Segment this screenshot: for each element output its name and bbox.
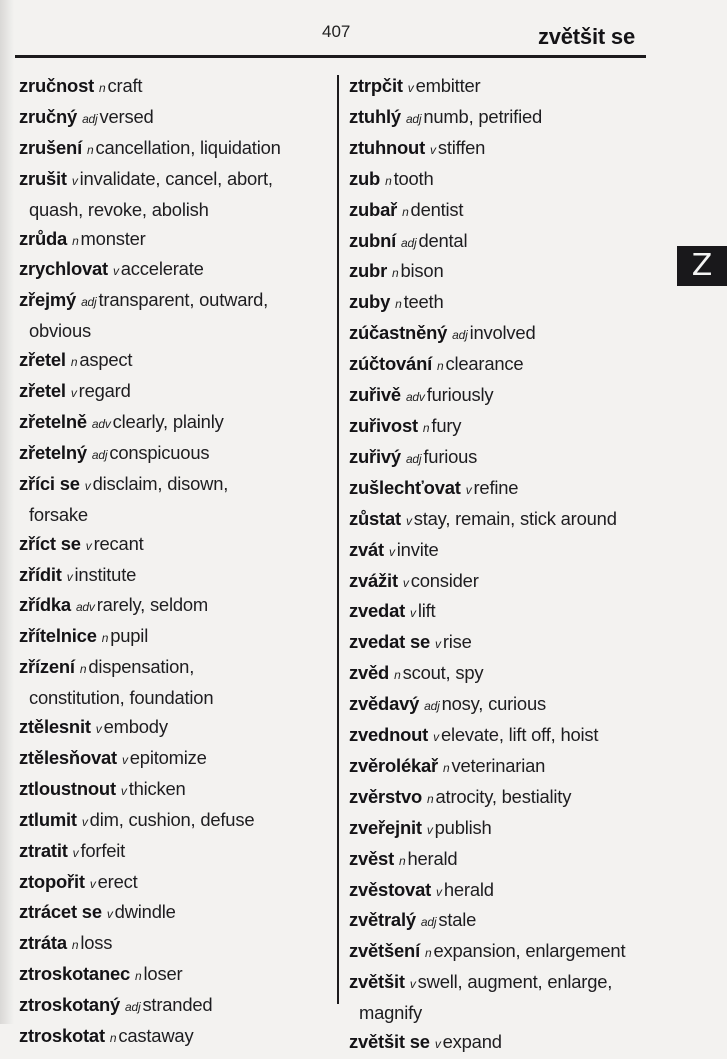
headword: zvětralý [349,909,416,931]
part-of-speech: v [435,637,441,652]
dictionary-entry [19,134,337,165]
dictionary-entry [349,814,659,845]
headword: zvedat se [349,631,431,653]
dictionary-entry [19,72,337,103]
page-gutter-shadow [0,0,14,1024]
headword: zúčastněný [349,322,448,344]
translation: stay, remain, stick around [413,507,617,529]
part-of-speech: adj [405,111,422,126]
dictionary-entry [349,937,659,968]
dictionary-entry [19,898,337,929]
translation: veterinarian [451,754,546,776]
headword: ztráta [19,932,67,954]
translation: elevate, lift off, hoist [440,724,599,746]
translation-continuation: magnify [359,1002,422,1024]
part-of-speech: n [71,938,79,953]
column-divider [337,75,339,1004]
dictionary-entry [349,721,659,752]
translation: versed [99,105,154,127]
headword: zrušit [19,167,67,189]
part-of-speech: n [109,1031,117,1046]
part-of-speech: v [409,977,416,992]
dictionary-entry [19,377,337,408]
translation: dentist [410,198,464,220]
part-of-speech: adv [75,600,95,615]
headword: zveřejnit [349,816,422,838]
translation: stranded [142,994,213,1016]
translation: furiously [426,384,494,406]
part-of-speech: v [436,884,442,899]
translation: bison [400,260,444,282]
page-header [0,0,727,58]
part-of-speech: adj [91,447,108,462]
part-of-speech: n [395,297,402,312]
translation: nosy, curious [441,693,546,715]
headword: zvednout [349,724,429,746]
translation: stale [438,909,477,931]
headword: zuby [349,291,391,313]
headword: zubař [349,198,398,220]
headword: ztloustnout [19,777,116,799]
headword: zvětšení [349,940,420,962]
headword: zručný [19,105,78,127]
dictionary-entry [349,659,659,690]
part-of-speech: n [394,668,401,683]
part-of-speech: n [399,853,406,868]
headword: ztrácet se [19,901,102,923]
dictionary-entry [349,443,659,474]
dictionary-entry [349,227,659,258]
translation: teeth [403,291,444,313]
part-of-speech: adj [420,915,437,930]
dictionary-entry [349,257,659,288]
dictionary-entry [19,960,337,991]
translation: expand [442,1031,502,1053]
part-of-speech: v [89,876,96,891]
part-of-speech: n [424,946,432,961]
part-of-speech: v [405,513,412,528]
headword: zušlechťovat [349,476,461,498]
part-of-speech: adj [125,1000,141,1015]
dictionary-entry [349,134,659,165]
part-of-speech: v [71,173,78,188]
headword: zvědavý [349,693,420,715]
part-of-speech: v [430,142,436,157]
translation: thicken [128,777,186,799]
part-of-speech: n [385,173,392,188]
part-of-speech: v [70,386,77,401]
part-of-speech: v [402,575,409,590]
dictionary-entry [349,165,659,196]
dictionary-entry [349,628,659,659]
headword: zrychlovat [19,258,108,280]
header-rule [15,55,646,58]
headword: zubr [349,260,388,282]
translation: publish [434,816,492,838]
part-of-speech: n [79,662,87,677]
headword: zvětšit [349,971,405,993]
translation: recant [93,532,144,554]
headword: zřetelně [19,410,87,432]
translation-continuation: constitution, foundation [29,687,214,709]
translation: dispensation, [88,656,195,678]
headword: zvedat [349,600,406,622]
dictionary-entry [19,165,337,196]
part-of-speech: adj [81,295,97,310]
part-of-speech: v [85,538,92,553]
translation: accelerate [120,258,204,280]
dictionary-entry [19,622,337,653]
translation-continuation: obvious [29,320,91,342]
translation: loser [143,963,183,985]
dictionary-entry [349,597,659,628]
translation: loss [80,932,113,954]
headword: ztuhlý [349,105,401,127]
part-of-speech: v [66,569,73,584]
headword: zvát [349,538,384,560]
dictionary-entry [19,439,337,470]
headword: zvěrstvo [349,785,423,807]
translation: epitomize [129,746,207,768]
part-of-speech: v [72,845,79,860]
left-column [19,72,337,1053]
part-of-speech: adj [82,111,98,126]
dictionary-entry [349,845,659,876]
translation: rise [442,631,472,653]
translation: expansion, enlargement [433,940,626,962]
part-of-speech: adv [405,390,425,405]
page-number: 407 [322,22,351,41]
dictionary-entry [19,591,337,622]
headword: zuřivost [349,414,418,436]
dictionary-entry [349,505,659,536]
dictionary-entry [349,72,659,103]
headword: zuřivý [349,445,401,467]
translation: dental [418,229,468,251]
part-of-speech: adj [401,235,417,250]
right-column [349,72,659,1059]
part-of-speech: v [465,482,472,497]
translation: fury [431,414,462,436]
translation: erect [97,870,138,892]
translation: involved [469,322,536,344]
headword: zřetel [19,380,66,402]
part-of-speech: n [437,359,444,374]
headword: zřídit [19,563,62,585]
dictionary-entry [349,536,659,567]
dictionary-entry [19,806,337,837]
headword: zřítelnice [19,625,97,647]
part-of-speech: n [101,631,109,646]
dictionary-entry [19,103,337,134]
translation: conspicuous [109,441,210,463]
headword: ztuhnout [349,136,426,158]
dictionary-entry [349,412,659,443]
part-of-speech: n [422,420,430,435]
translation: atrocity, bestiality [435,785,572,807]
part-of-speech: n [99,81,106,95]
headword: zub [349,167,381,189]
translation: institute [74,563,137,585]
part-of-speech: n [87,142,94,157]
part-of-speech: adj [452,328,468,343]
headword: ztlumit [19,808,77,830]
dictionary-entry [349,474,659,505]
dictionary-entry [19,1022,337,1053]
translation: rarely, seldom [96,594,209,616]
headword: ztělesňovat [19,746,117,768]
headword: zubní [349,229,397,251]
dictionary-entry [19,868,337,899]
translation: invite [396,538,439,560]
headword: zuřivě [349,384,401,406]
translation: regard [78,380,131,402]
part-of-speech: adv [91,416,111,431]
translation: disclaim, disown, [92,472,229,494]
part-of-speech: n [70,355,78,370]
translation: stiffen [437,136,486,158]
part-of-speech: v [434,1037,441,1052]
translation: scout, spy [402,662,484,684]
part-of-speech: v [433,730,439,745]
dictionary-entry [19,408,337,439]
translation: consider [410,569,479,591]
translation: refine [473,476,519,498]
dictionary-entry [19,991,337,1022]
part-of-speech: v [120,783,127,798]
dictionary-entry [349,381,659,412]
dictionary-entry [19,470,337,501]
headword: zříci se [19,472,80,494]
translation-continuation: quash, revoke, abolish [29,198,209,220]
dictionary-entry [349,196,659,227]
dictionary-entry [349,103,659,134]
part-of-speech: n [402,204,409,219]
translation: craft [107,75,143,96]
dictionary-entry [349,876,659,907]
translation: lift [417,600,436,622]
part-of-speech: adj [424,699,440,714]
headword: ztroskotaný [19,994,121,1016]
dictionary-entry [349,319,659,350]
part-of-speech: v [388,544,395,559]
dictionary-entry [19,775,337,806]
headword: ztroskotanec [19,963,131,985]
headword: ztratit [19,839,68,861]
dictionary-entry [349,567,659,598]
dictionary-entry [19,653,337,684]
thumb-index-tab: Z [677,246,727,286]
translation: dim, cushion, defuse [89,808,255,830]
translation: furious [423,445,478,467]
translation: castaway [118,1025,194,1047]
headword: ztopořit [19,870,85,892]
part-of-speech: v [407,81,414,95]
headword: zvětšit se [349,1031,430,1053]
translation: embody [103,716,168,738]
part-of-speech: v [106,907,113,922]
part-of-speech: v [84,478,91,493]
translation: dwindle [114,901,176,923]
dictionary-entry [19,530,337,561]
translation: forfeit [80,839,126,861]
dictionary-entry [349,906,659,937]
dictionary-entry [19,929,337,960]
headword: zřetel [19,349,66,371]
dictionary-entry [349,752,659,783]
dictionary-entry [349,350,659,381]
headword: zůstat [349,507,401,529]
headword: zvěstovat [349,878,432,900]
running-head: zvětšit se [537,24,635,49]
translation-continuation: forsake [29,503,88,525]
dictionary-entry [19,713,337,744]
part-of-speech: n [427,791,434,806]
headword: zvěrolékař [349,754,438,776]
headword: zříct se [19,532,81,554]
translation: pupil [110,625,149,647]
translation: tooth [393,167,434,189]
part-of-speech: adj [405,451,422,466]
dictionary-entry [349,690,659,721]
part-of-speech: n [443,760,450,775]
headword: zrůda [19,227,68,249]
headword: zřetelný [19,441,87,463]
translation: cancellation, liquidation [95,136,281,158]
headword: zvážit [349,569,398,591]
translation: aspect [79,349,133,371]
translation: herald [407,847,458,869]
dictionary-entry [19,837,337,868]
translation: clearance [445,353,524,375]
part-of-speech: v [95,722,102,737]
part-of-speech: n [72,233,79,248]
translation: embitter [415,75,481,96]
part-of-speech: v [121,752,128,767]
dictionary-entry [19,286,337,317]
dictionary-entry [19,744,337,775]
dictionary-entry [19,225,337,256]
headword: ztělesnit [19,716,91,738]
translation: clearly, plainly [112,410,224,432]
part-of-speech: v [410,606,416,621]
translation: invalidate, cancel, abort, [79,167,273,189]
dictionary-entry [349,968,659,999]
headword: zúčtování [349,353,433,375]
dictionary-entry [349,1028,659,1059]
translation: monster [80,227,146,249]
headword: zřídka [19,594,71,616]
dictionary-entry [349,783,659,814]
headword: ztrpčit [349,75,403,96]
part-of-speech: v [426,822,433,837]
headword: ztroskotat [19,1025,105,1047]
translation: transparent, outward, [98,289,269,311]
headword: zručnost [19,75,95,96]
headword: zvěd [349,662,390,684]
translation: herald [443,878,494,900]
part-of-speech: n [135,969,142,984]
part-of-speech: v [81,814,88,829]
headword: zrušení [19,136,82,158]
translation: numb, petrified [423,105,543,127]
part-of-speech: v [112,264,119,279]
dictionary-entry [19,346,337,377]
headword: zvěst [349,847,395,869]
headword: zřízení [19,656,75,678]
dictionary-entry [349,288,659,319]
dictionary-entry [19,255,337,286]
translation: swell, augment, enlarge, [417,971,613,993]
dictionary-entry [19,561,337,592]
part-of-speech: n [392,266,399,281]
headword: zřejmý [19,289,77,311]
